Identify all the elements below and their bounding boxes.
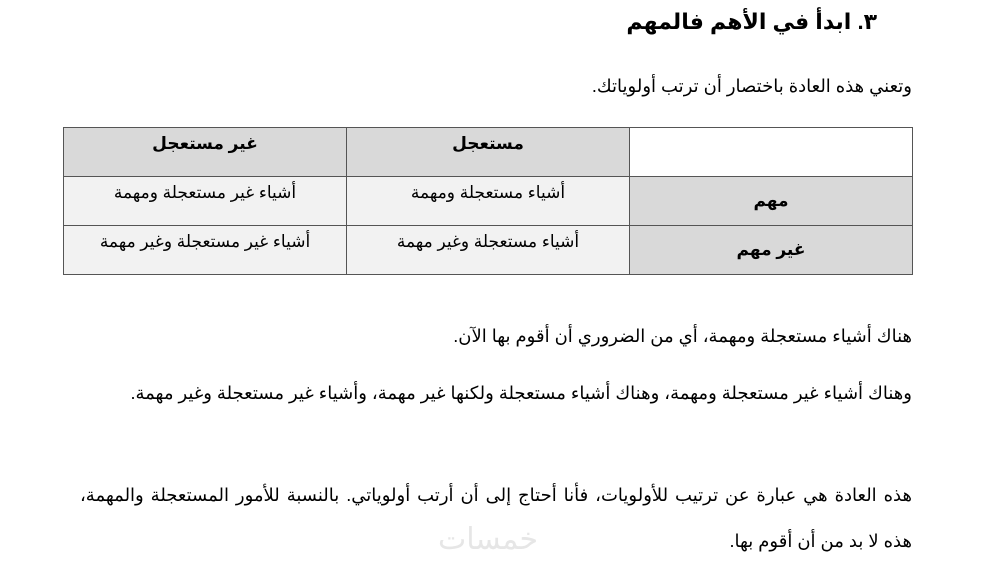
table-corner-cell — [630, 128, 913, 177]
table-cell-urgent-not-important: أشياء مستعجلة وغير مهمة — [347, 226, 630, 275]
watermark-logo: خمسات — [438, 523, 539, 556]
table-cell-not-urgent-not-important: أشياء غير مستعجلة وغير مهمة — [64, 226, 347, 275]
row-header-not-important: غير مهم — [630, 226, 913, 275]
column-header-urgent: مستعجل — [347, 128, 630, 177]
body-paragraph-1: هناك أشياء مستعجلة ومهمة، أي من الضروري أن أقوم بها الآن. — [453, 326, 912, 346]
table-row — [64, 177, 913, 226]
body-paragraph-2: وهناك أشياء غير مستعجلة ومهمة، وهناك أشياء مستعجلة ولكنها غير مهمة، وأشياء غير مستعجلة وغير مهمة. — [130, 383, 912, 403]
column-header-not-urgent: غير مستعجل — [64, 128, 347, 177]
body-paragraph-3: هذه العادة هي عبارة عن ترتيب للأولويات، فأنا أحتاج إلى أن أرتب أولوياتي. بالنسبة للأمور المستعجلة والمهمة، هذه لا بد من أن أقوم بها. — [80, 485, 912, 551]
priority-matrix-table — [63, 127, 913, 275]
table-cell-urgent-important: أشياء مستعجلة ومهمة — [347, 177, 630, 226]
table-header-row — [64, 128, 913, 177]
table-cell-not-urgent-important: أشياء غير مستعجلة ومهمة — [64, 177, 347, 226]
row-header-important: مهم — [630, 177, 913, 226]
table-row — [64, 226, 913, 275]
section-heading: ٣. ابدأ في الأهم فالمهم — [626, 9, 877, 34]
intro-paragraph: وتعني هذه العادة باختصار أن ترتب أولوياتك. — [591, 76, 912, 96]
